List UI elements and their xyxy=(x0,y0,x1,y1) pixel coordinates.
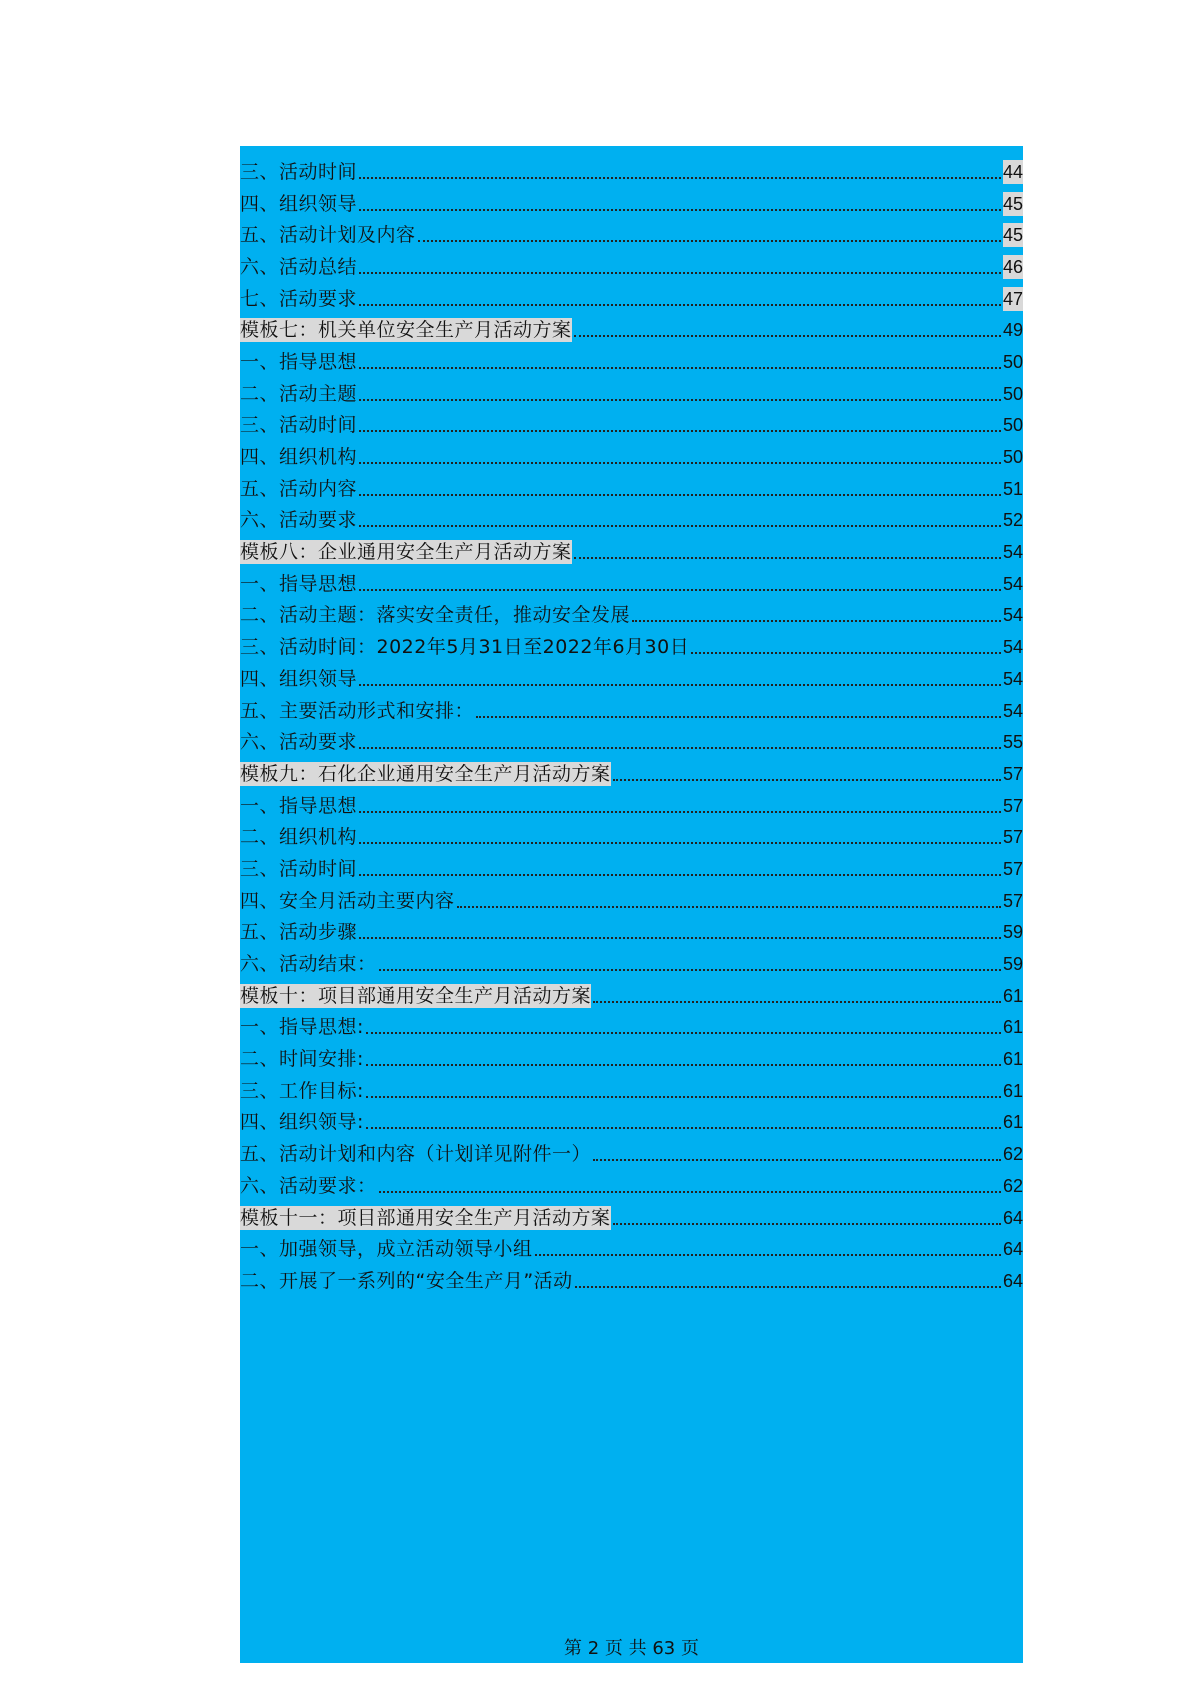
toc-entry[interactable] xyxy=(240,441,1023,473)
toc-page-number: 45 xyxy=(1002,193,1023,214)
toc-entry-title: 五、主要活动形式和安排： xyxy=(240,699,475,722)
toc-entry[interactable] xyxy=(240,948,1023,980)
toc-entry[interactable] xyxy=(240,410,1023,442)
toc-leader-dots xyxy=(359,430,1001,432)
toc-entry[interactable] xyxy=(240,568,1023,600)
toc-entry[interactable] xyxy=(240,1138,1023,1170)
toc-entry-title: 三、活动时间 xyxy=(240,414,358,437)
toc-entry[interactable] xyxy=(240,726,1023,758)
toc-page-number: 57 xyxy=(1002,890,1023,911)
toc-page-number: 52 xyxy=(1002,510,1023,531)
toc-page-number: 50 xyxy=(1002,447,1023,468)
toc-page-number: 45 xyxy=(1002,225,1023,246)
toc-entry-title: 七、活动要求 xyxy=(240,287,358,310)
toc-entry-title: 一、指导思想 xyxy=(240,794,358,817)
toc-entry[interactable] xyxy=(240,1170,1023,1202)
toc-leader-dots xyxy=(366,1096,1001,1098)
toc-entry-title: 六、活动结束： xyxy=(240,953,377,976)
toc-page-number: 54 xyxy=(1002,637,1023,658)
toc-entry[interactable] xyxy=(240,473,1023,505)
toc-leader-dots xyxy=(359,842,1001,844)
toc-entry[interactable] xyxy=(240,695,1023,727)
toc-entry[interactable] xyxy=(240,251,1023,283)
toc-leader-dots xyxy=(632,620,1001,622)
toc-entry-title: 六、活动要求 xyxy=(240,731,358,754)
toc-page-number: 61 xyxy=(1002,1049,1023,1070)
toc-entry[interactable] xyxy=(240,821,1023,853)
toc-leader-dots xyxy=(359,367,1001,369)
toc-entry-title: 模板八：企业通用安全生产月活动方案 xyxy=(240,541,572,564)
toc-leader-dots xyxy=(359,589,1001,591)
toc-entry-title: 四、组织领导 xyxy=(240,667,358,690)
toc-entry-title: 五、活动计划及内容 xyxy=(240,224,416,247)
toc-page-number: 54 xyxy=(1002,542,1023,563)
toc-page-number: 55 xyxy=(1002,732,1023,753)
toc-entry[interactable] xyxy=(240,1075,1023,1107)
toc-page-number: 64 xyxy=(1002,1239,1023,1260)
toc-leader-dots xyxy=(366,1127,1001,1129)
toc-entry-title: 三、活动时间 xyxy=(240,857,358,880)
toc-leader-dots xyxy=(359,811,1001,813)
toc-leader-dots xyxy=(359,525,1001,527)
toc-page-number: 50 xyxy=(1002,415,1023,436)
toc-leader-dots xyxy=(359,874,1001,876)
toc-page-number: 54 xyxy=(1002,605,1023,626)
toc-page-number: 61 xyxy=(1002,1112,1023,1133)
toc-entry[interactable] xyxy=(240,378,1023,410)
toc-entry-title: 四、组织领导: xyxy=(240,1111,364,1134)
toc-entry-title: 二、活动主题 xyxy=(240,382,358,405)
toc-leader-dots xyxy=(359,937,1001,939)
toc-leader-dots xyxy=(613,779,1001,781)
toc-entry[interactable] xyxy=(240,1107,1023,1139)
toc-page-number: 44 xyxy=(1002,161,1023,182)
toc-entry-title: 二、组织机构 xyxy=(240,826,358,849)
toc-entry[interactable] xyxy=(240,885,1023,917)
toc-page-number: 46 xyxy=(1002,256,1023,277)
toc-entry-title: 模板十：项目部通用安全生产月活动方案 xyxy=(240,984,592,1007)
toc-heading-entry[interactable] xyxy=(240,758,1023,790)
toc-page-number: 54 xyxy=(1002,573,1023,594)
table-of-contents xyxy=(240,156,1023,1297)
toc-page-number: 64 xyxy=(1002,1270,1023,1291)
toc-entry[interactable] xyxy=(240,600,1023,632)
toc-page-number: 64 xyxy=(1002,1207,1023,1228)
toc-entry-title: 模板九：石化企业通用安全生产月活动方案 xyxy=(240,762,611,785)
toc-entry-title: 五、活动计划和内容（计划详见附件一） xyxy=(240,1143,592,1166)
toc-leader-dots xyxy=(575,1286,1001,1288)
toc-leader-dots xyxy=(593,1001,1001,1003)
toc-leader-dots xyxy=(613,1223,1001,1225)
toc-entry-title: 二、开展了一系列的“安全生产月”活动 xyxy=(240,1269,573,1292)
toc-page-number: 47 xyxy=(1002,288,1023,309)
toc-leader-dots xyxy=(457,906,1001,908)
toc-entry-title: 六、活动总结 xyxy=(240,255,358,278)
toc-entry-title: 五、活动步骤 xyxy=(240,921,358,944)
toc-entry-title: 模板十一：项目部通用安全生产月活动方案 xyxy=(240,1206,611,1229)
toc-page-number: 50 xyxy=(1002,351,1023,372)
toc-entry[interactable] xyxy=(240,631,1023,663)
toc-entry-title: 三、工作目标: xyxy=(240,1079,364,1102)
toc-page-number: 54 xyxy=(1002,700,1023,721)
toc-leader-dots xyxy=(691,652,1001,654)
toc-entry-title: 四、安全月活动主要内容 xyxy=(240,889,455,912)
toc-page-number: 61 xyxy=(1002,985,1023,1006)
toc-entry[interactable] xyxy=(240,219,1023,251)
toc-leader-dots xyxy=(366,1064,1001,1066)
toc-page-number: 62 xyxy=(1002,1144,1023,1165)
toc-entry-title: 一、指导思想: xyxy=(240,1016,364,1039)
toc-entry[interactable] xyxy=(240,1233,1023,1265)
toc-entry-title: 三、活动时间：2022年5月31日至2022年6月30日 xyxy=(240,636,690,659)
toc-entry-title: 四、组织领导 xyxy=(240,192,358,215)
toc-entry[interactable] xyxy=(240,505,1023,537)
toc-entry-title: 一、加强领导，成立活动领导小组 xyxy=(240,1238,533,1261)
toc-page-number: 49 xyxy=(1002,320,1023,341)
toc-leader-dots xyxy=(535,1254,1001,1256)
toc-page-number: 59 xyxy=(1002,954,1023,975)
toc-leader-dots xyxy=(574,557,1001,559)
page-footer: 第 2 页 共 63 页 xyxy=(564,1638,699,1659)
toc-entry[interactable] xyxy=(240,346,1023,378)
toc-heading-entry[interactable] xyxy=(240,980,1023,1012)
toc-page-number: 57 xyxy=(1002,827,1023,848)
toc-heading-entry[interactable] xyxy=(240,536,1023,568)
toc-page-number: 51 xyxy=(1002,478,1023,499)
toc-entry-title: 四、组织机构 xyxy=(240,446,358,469)
toc-entry-title: 一、指导思想 xyxy=(240,350,358,373)
toc-leader-dots xyxy=(366,1032,1001,1034)
toc-entry[interactable] xyxy=(240,790,1023,822)
toc-page-number: 61 xyxy=(1002,1017,1023,1038)
toc-entry-title: 模板七：机关单位安全生产月活动方案 xyxy=(240,319,572,342)
toc-entry[interactable] xyxy=(240,283,1023,315)
toc-entry-title: 五、活动内容 xyxy=(240,477,358,500)
toc-page-number: 57 xyxy=(1002,763,1023,784)
toc-entry[interactable] xyxy=(240,1265,1023,1297)
toc-leader-dots xyxy=(359,747,1001,749)
toc-leader-dots xyxy=(379,969,1001,971)
toc-leader-dots xyxy=(418,240,1001,242)
toc-leader-dots xyxy=(359,494,1001,496)
toc-page-number: 62 xyxy=(1002,1175,1023,1196)
toc-page-number: 50 xyxy=(1002,383,1023,404)
toc-leader-dots xyxy=(359,177,1001,179)
toc-page-number: 57 xyxy=(1002,795,1023,816)
toc-heading-entry[interactable] xyxy=(240,314,1023,346)
toc-leader-dots xyxy=(359,209,1001,211)
toc-leader-dots xyxy=(359,304,1001,306)
toc-entry[interactable] xyxy=(240,188,1023,220)
toc-entry-title: 三、活动时间 xyxy=(240,160,358,183)
toc-leader-dots xyxy=(359,272,1001,274)
toc-page-number: 57 xyxy=(1002,858,1023,879)
toc-heading-entry[interactable] xyxy=(240,1202,1023,1234)
toc-entry-title: 一、指导思想 xyxy=(240,572,358,595)
toc-page-number: 54 xyxy=(1002,668,1023,689)
toc-entry[interactable] xyxy=(240,1012,1023,1044)
toc-entry-title: 六、活动要求： xyxy=(240,1174,377,1197)
toc-entry[interactable] xyxy=(240,853,1023,885)
toc-entry[interactable] xyxy=(240,156,1023,188)
toc-entry[interactable] xyxy=(240,917,1023,949)
document-page xyxy=(240,146,1023,1663)
toc-leader-dots xyxy=(476,716,1001,718)
toc-entry[interactable] xyxy=(240,663,1023,695)
toc-leader-dots xyxy=(379,1191,1001,1193)
toc-entry-title: 二、时间安排: xyxy=(240,1048,364,1071)
toc-leader-dots xyxy=(359,684,1001,686)
toc-entry[interactable] xyxy=(240,1043,1023,1075)
toc-leader-dots xyxy=(574,335,1001,337)
toc-leader-dots xyxy=(359,462,1001,464)
toc-entry-title: 六、活动要求 xyxy=(240,509,358,532)
toc-leader-dots xyxy=(359,399,1001,401)
toc-page-number: 59 xyxy=(1002,922,1023,943)
toc-leader-dots xyxy=(593,1159,1001,1161)
toc-page-number: 61 xyxy=(1002,1080,1023,1101)
toc-entry-title: 二、活动主题：落实安全责任，推动安全发展 xyxy=(240,604,631,627)
